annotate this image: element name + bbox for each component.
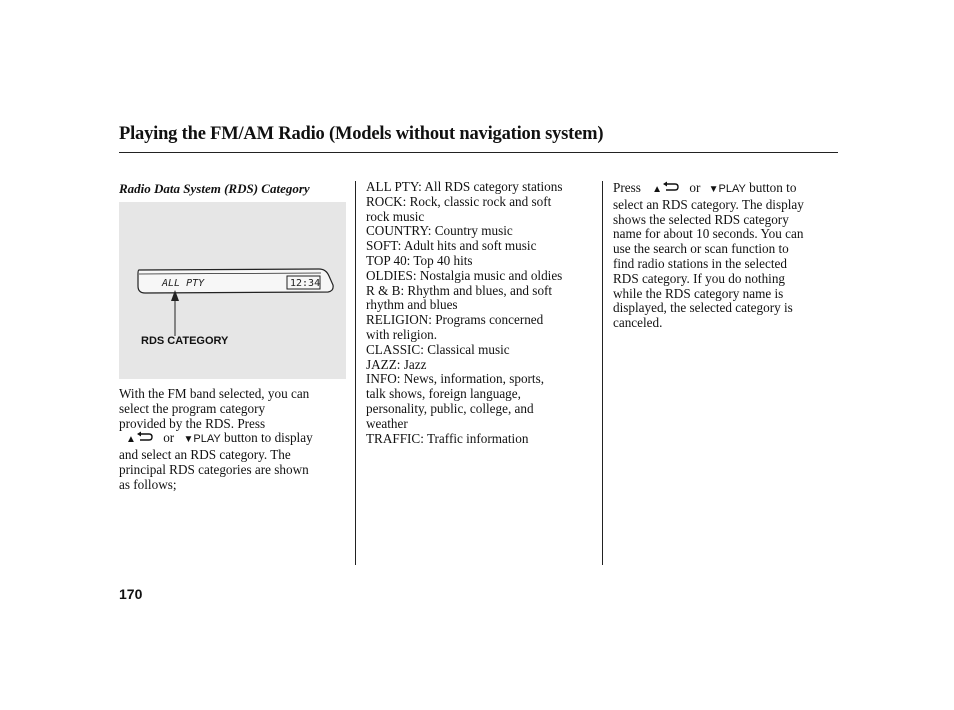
page-number: 170	[119, 586, 143, 602]
list-item: OLDIES: Nostalgia music and oldies	[366, 267, 563, 283]
list-item: SOFT: Adult hits and soft music	[366, 238, 537, 254]
list-item: CLASSIC: Classical music	[366, 341, 510, 357]
rds-category-list	[366, 180, 594, 446]
list-item: JAZZ: Jazz	[366, 356, 427, 372]
display-category-text: ALL PTY	[162, 278, 205, 289]
list-item: rhythm and blues	[366, 297, 458, 313]
list-item: ALL PTY: All RDS category stations	[366, 179, 563, 194]
return-arrow-icon	[662, 181, 680, 192]
list-item: R & B: Rhythm and blues, and soft	[366, 282, 553, 298]
play-button-label: PLAY	[718, 183, 746, 195]
title-rule	[119, 152, 838, 153]
down-arrow-icon: ▼	[183, 434, 194, 446]
down-arrow-icon: ▼	[708, 184, 719, 195]
list-item: personality, public, college, and	[366, 400, 534, 416]
display-clock-text: 12:34	[290, 278, 321, 289]
up-arrow-icon: ▲	[126, 434, 136, 446]
list-item: rock music	[366, 208, 425, 224]
section-subtitle: Radio Data System (RDS) Category	[119, 181, 310, 196]
column-divider-right	[602, 181, 603, 565]
up-arrow-icon: ▲	[652, 184, 663, 195]
list-item: TOP 40: Top 40 hits	[366, 252, 473, 268]
list-item: weather	[366, 415, 408, 431]
list-item: RELIGION: Programs concerned	[366, 312, 544, 328]
column-divider-left	[355, 181, 356, 565]
play-button-label: PLAY	[193, 433, 221, 446]
list-item: COUNTRY: Country music	[366, 223, 513, 239]
figure-label: RDS CATEGORY	[141, 335, 229, 347]
return-arrow-icon	[136, 431, 154, 442]
selection-paragraph: Press ▲ or ▼PLAY button to select an RDS category. The display shows the selected RDS category name for about 10 seconds. You can use the search or scan function to find radio stations in the selected RDS category. If you do nothing while the RDS category name is displayed, the selected category is canceled.	[613, 180, 804, 331]
list-item: talk shows, foreign language,	[366, 386, 521, 402]
intro-paragraph: With the FM band selected, you can select the program category provided by the RDS. Press ▲ or ▼PLAY button to display and select an RDS category. The principal RDS categories are shown as follows;	[119, 386, 313, 492]
list-item: with religion.	[366, 326, 438, 342]
list-item: ROCK: Rock, classic rock and soft	[366, 193, 552, 209]
list-item: TRAFFIC: Traffic information	[366, 430, 529, 446]
page-title: Playing the FM/AM Radio (Models without navigation system)	[119, 124, 604, 144]
list-item: INFO: News, information, sports,	[366, 371, 545, 387]
rds-display-figure	[119, 202, 346, 379]
radio-display-illustration	[119, 202, 346, 379]
